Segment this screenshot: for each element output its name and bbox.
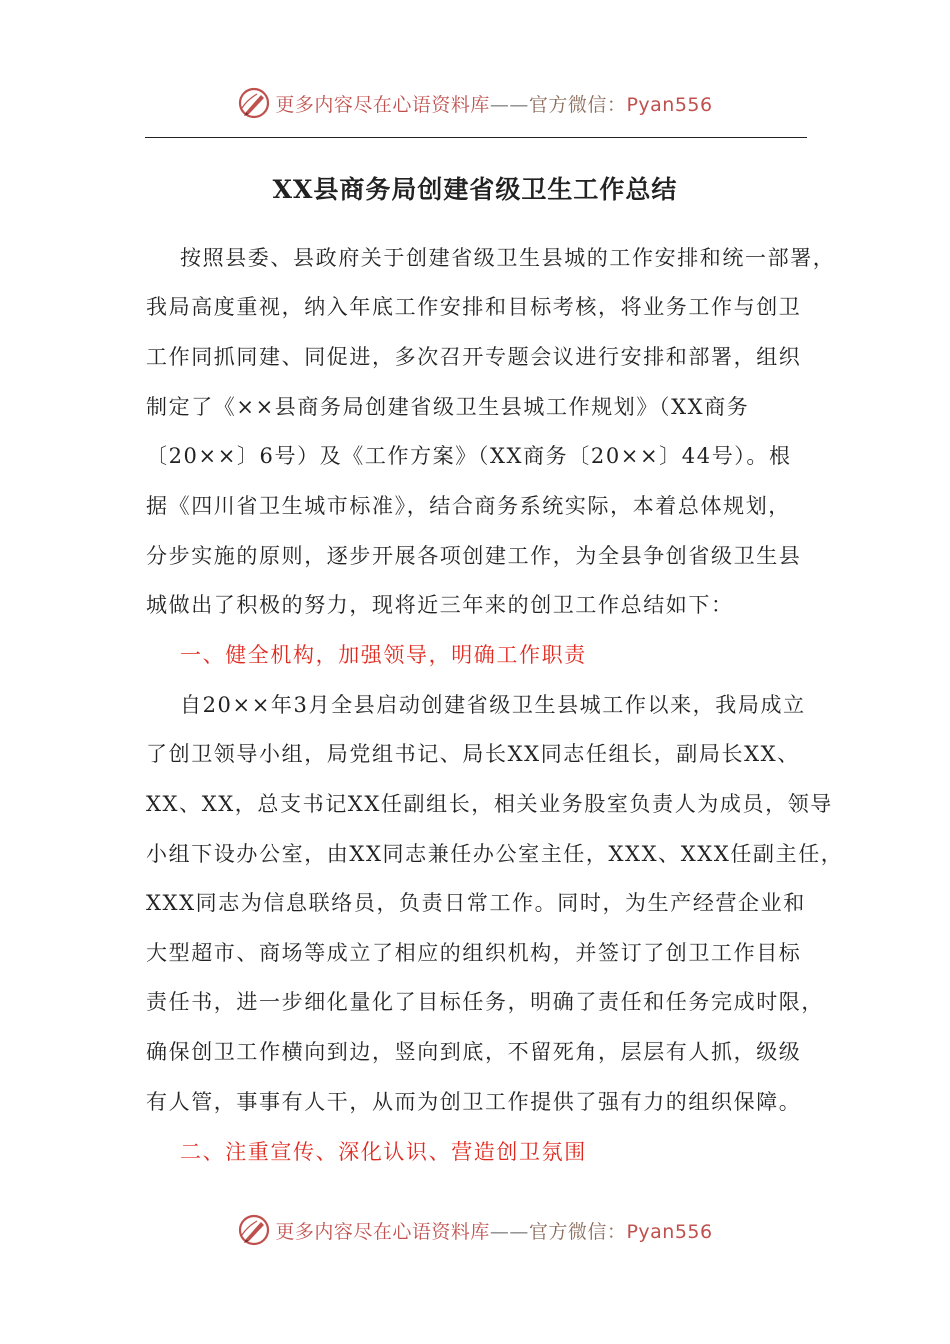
banner-wechat-label: 官方微信： (528, 93, 627, 116)
body-line: 确保创卫工作横向到边，竖向到底，不留死角，层层有人抓，级级 (146, 1040, 802, 1064)
header-banner (0, 83, 950, 123)
body-line: 城做出了积极的努力，现将近三年来的创卫工作总结如下： (146, 593, 734, 617)
banner-main-text: 更多内容尽在心语资料库 (275, 93, 490, 116)
banner-wechat-label: 官方微信： (528, 1220, 627, 1243)
section-heading-2: 二、注重宣传、深化认识、营造创卫氛围 (180, 1140, 587, 1164)
body-line: 制定了《××县商务局创建省级卫生县城工作规划》（XX商务 (146, 395, 750, 419)
body-line: 大型超市、商场等成立了相应的组织机构，并签订了创卫工作目标 (146, 941, 802, 965)
body-line: 自20××年3月全县启动创建省级卫生县城工作以来，我局成立 (180, 693, 806, 717)
document-title: XX县商务局创建省级卫生工作总结 (272, 175, 678, 204)
body-line: 工作同抓同建、同促进，多次召开专题会议进行安排和部署，组织 (146, 345, 802, 369)
pen-circle-logo-icon (237, 86, 271, 120)
footer-banner (0, 1210, 950, 1250)
banner-main-text: 更多内容尽在心语资料库 (275, 1220, 490, 1243)
body-line: 责任书，进一步细化量化了目标任务，明确了责任和任务完成时限， (146, 990, 824, 1014)
banner-text (275, 1217, 712, 1244)
banner-dash: —— (489, 1220, 529, 1243)
banner-wechat-account: Pyan556 (626, 1220, 713, 1243)
pen-circle-logo-icon (237, 1213, 271, 1247)
body-line: 按照县委、县政府关于创建省级卫生县城的工作安排和统一部署， (180, 246, 836, 270)
body-line: 了创卫领导小组，局党组书记、局长XX同志任组长，副局长XX、 (146, 742, 800, 766)
banner-wechat-account: Pyan556 (626, 93, 713, 116)
banner-dash: —— (489, 93, 529, 116)
body-line: XXX同志为信息联络员，负责日常工作。同时，为生产经营企业和 (146, 891, 806, 915)
header-divider (145, 137, 807, 138)
body-line: 分步实施的原则，逐步开展各项创建工作，为全县争创省级卫生县 (146, 544, 802, 568)
body-line: 我局高度重视，纳入年底工作安排和目标考核，将业务工作与创卫 (146, 295, 802, 319)
body-line: 有人管，事事有人干，从而为创卫工作提供了强有力的组织保障。 (146, 1090, 802, 1114)
section-heading-1: 一、健全机构，加强领导，明确工作职责 (180, 643, 587, 667)
body-line: 据《四川省卫生城市标准》，结合商务系统实际，本着总体规划， (146, 494, 791, 518)
body-line: XX、XX，总支书记XX任副组长，相关业务股室负责人为成员，领导 (146, 792, 833, 816)
banner-text (275, 90, 712, 117)
body-line: 小组下设办公室，由XX同志兼任办公室主任，XXX、XXX任副主任， (146, 842, 844, 866)
body-line: 〔20××〕6号）及《工作方案》（XX商务〔20××〕44号）。根 (146, 444, 792, 468)
